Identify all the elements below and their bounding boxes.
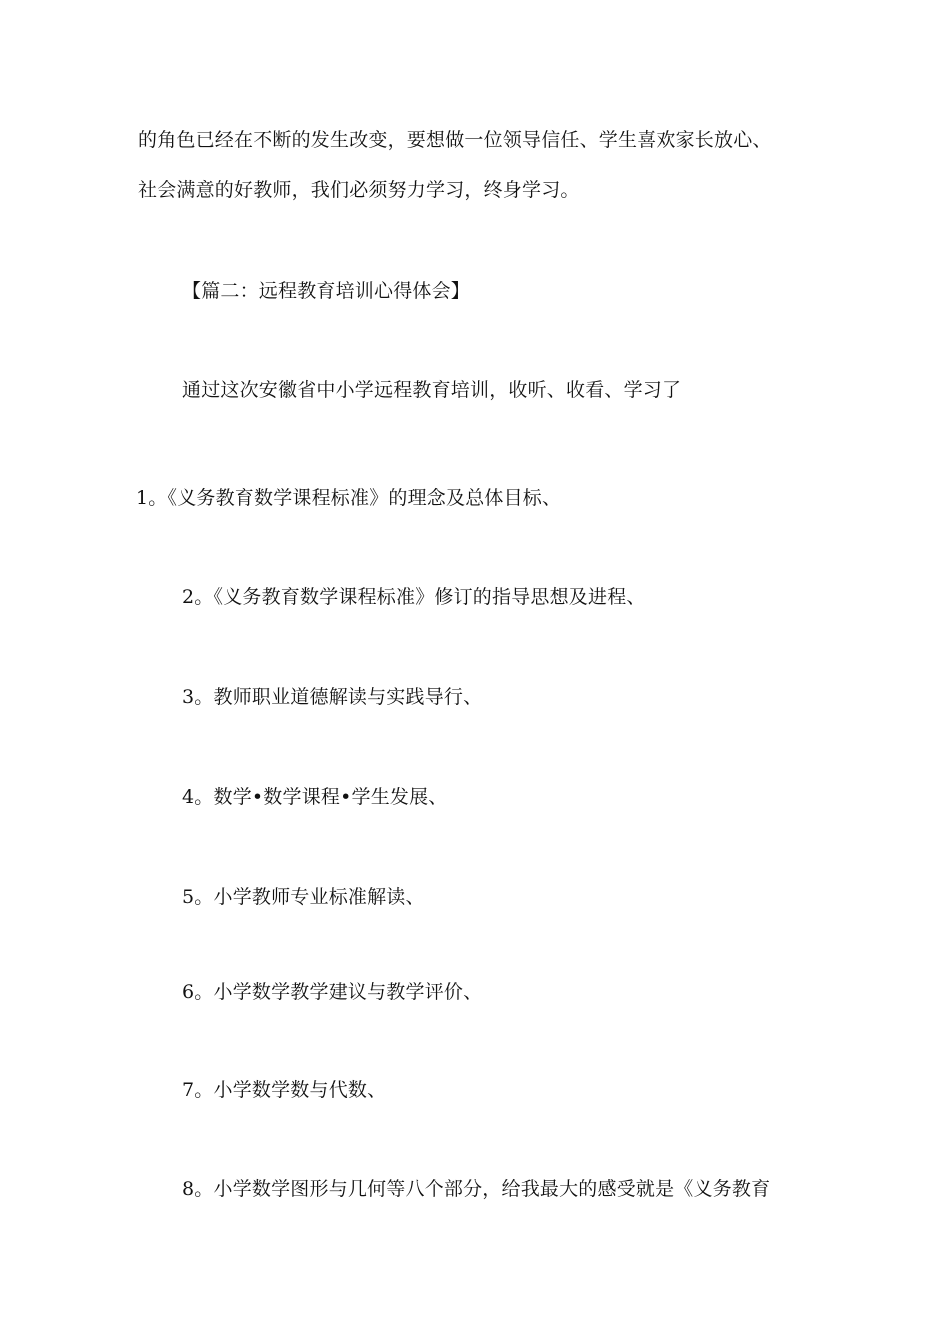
list-item-8: 8。小学数学图形与几何等八个部分，给我最大的感受就是《义务教育 [182, 1178, 771, 1200]
list-item-4: 4。数学•数学课程•学生发展、 [182, 786, 448, 808]
list-item-3: 3。教师职业道德解读与实践导行、 [182, 686, 483, 708]
list-item-5: 5。小学教师专业标准解读、 [182, 886, 425, 908]
list-item-7: 7。小学数学数与代数、 [182, 1079, 387, 1101]
list-item-2: 2。《义务教育数学课程标准》修订的指导思想及进程、 [182, 586, 646, 608]
paragraph-line-1: 的角色已经在不断的发生改变，要想做一位领导信任、学生喜欢家长放心、 [138, 129, 772, 151]
paragraph-line-2: 社会满意的好教师，我们必须努力学习，终身学习。 [138, 179, 580, 201]
section-heading: 【篇二：远程教育培训心得体会】 [182, 280, 471, 302]
intro-paragraph: 通过这次安徽省中小学远程教育培训，收听、收看、学习了 [182, 379, 682, 401]
list-item-1: 1。《义务教育数学课程标准》的理念及总体目标、 [136, 487, 562, 509]
list-item-6: 6。小学数学教学建议与教学评价、 [182, 981, 483, 1003]
